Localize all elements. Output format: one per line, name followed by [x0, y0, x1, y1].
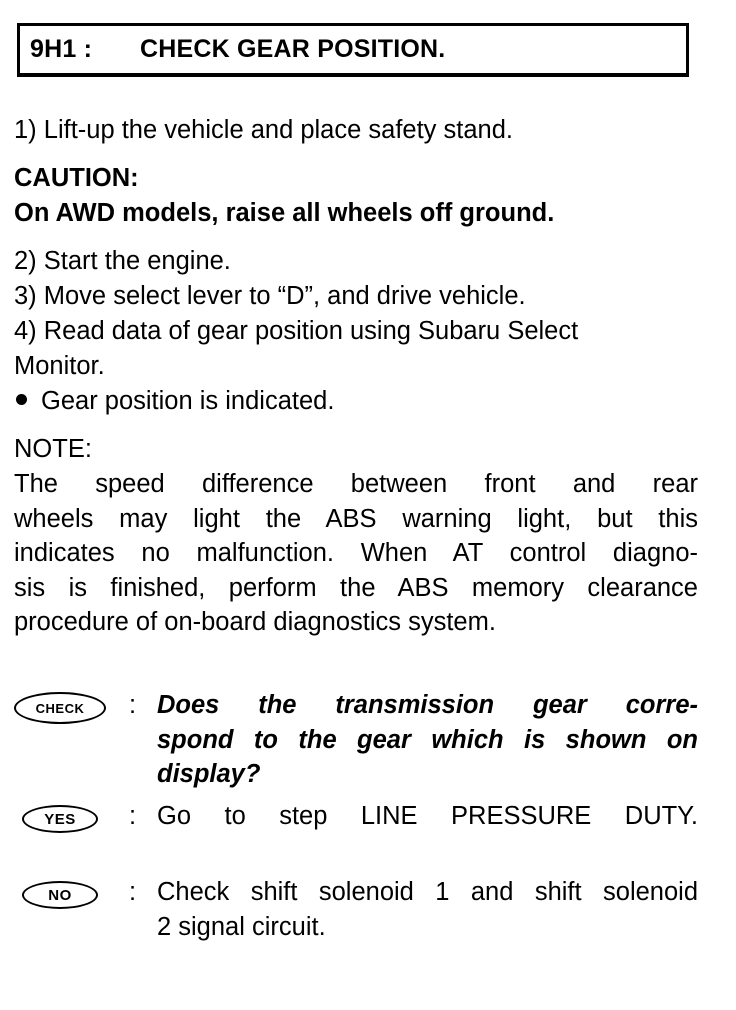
- yes-answer: [157, 799, 698, 834]
- yes-colon: :: [129, 802, 137, 830]
- section-code: 9H1 :: [30, 35, 93, 63]
- check-colon: :: [129, 691, 137, 719]
- step-3: 3) Move select lever to “D”, and drive vehicle.: [14, 282, 526, 310]
- check-question-line: display?: [157, 760, 261, 788]
- bullet-icon: [16, 394, 27, 405]
- no-badge-icon: NO: [22, 881, 98, 909]
- bullet-item: [14, 384, 334, 418]
- check-question-line: spond to the gear which is shown on: [157, 725, 698, 754]
- no-answer-line: 2 signal circuit.: [157, 912, 326, 941]
- note-paragraph: [14, 467, 698, 640]
- note-line: The speed difference between front and rear: [14, 470, 698, 498]
- step-4-line-1: 4) Read data of gear position using Subaru Select: [14, 317, 579, 345]
- step-2: 2) Start the engine.: [14, 247, 231, 275]
- caution-text: On AWD models, raise all wheels off ground.: [14, 199, 555, 227]
- check-badge-icon: CHECK: [14, 692, 106, 724]
- yes-badge-icon: YES: [22, 805, 98, 833]
- note-line: sis is finished, perform the ABS memory clearance: [14, 573, 698, 602]
- note-line: wheels may light the ABS warning light, but this: [14, 504, 698, 533]
- step-1: 1) Lift-up the vehicle and place safety stand.: [14, 116, 513, 144]
- no-answer: [157, 875, 698, 944]
- check-question-line: Does the transmission gear corre-: [157, 691, 698, 719]
- no-answer-line: Check shift solenoid 1 and shift solenoid: [157, 878, 698, 906]
- caution-label: CAUTION:: [14, 164, 139, 192]
- bullet-text: Gear position is indicated.: [41, 387, 335, 415]
- note-line: indicates no malfunction. When AT control diagno-: [14, 539, 698, 567]
- section-title-text: CHECK GEAR POSITION.: [140, 35, 446, 63]
- no-colon: :: [129, 878, 137, 906]
- yes-answer-text: Go to step LINE PRESSURE DUTY.: [157, 802, 698, 830]
- note-label: NOTE:: [14, 435, 92, 463]
- section-header: [17, 23, 689, 77]
- check-question: [157, 688, 698, 792]
- step-4-line-2: Monitor.: [14, 352, 105, 380]
- note-line: procedure of on-board diagnostics system.: [14, 608, 496, 636]
- section-title: [30, 35, 445, 64]
